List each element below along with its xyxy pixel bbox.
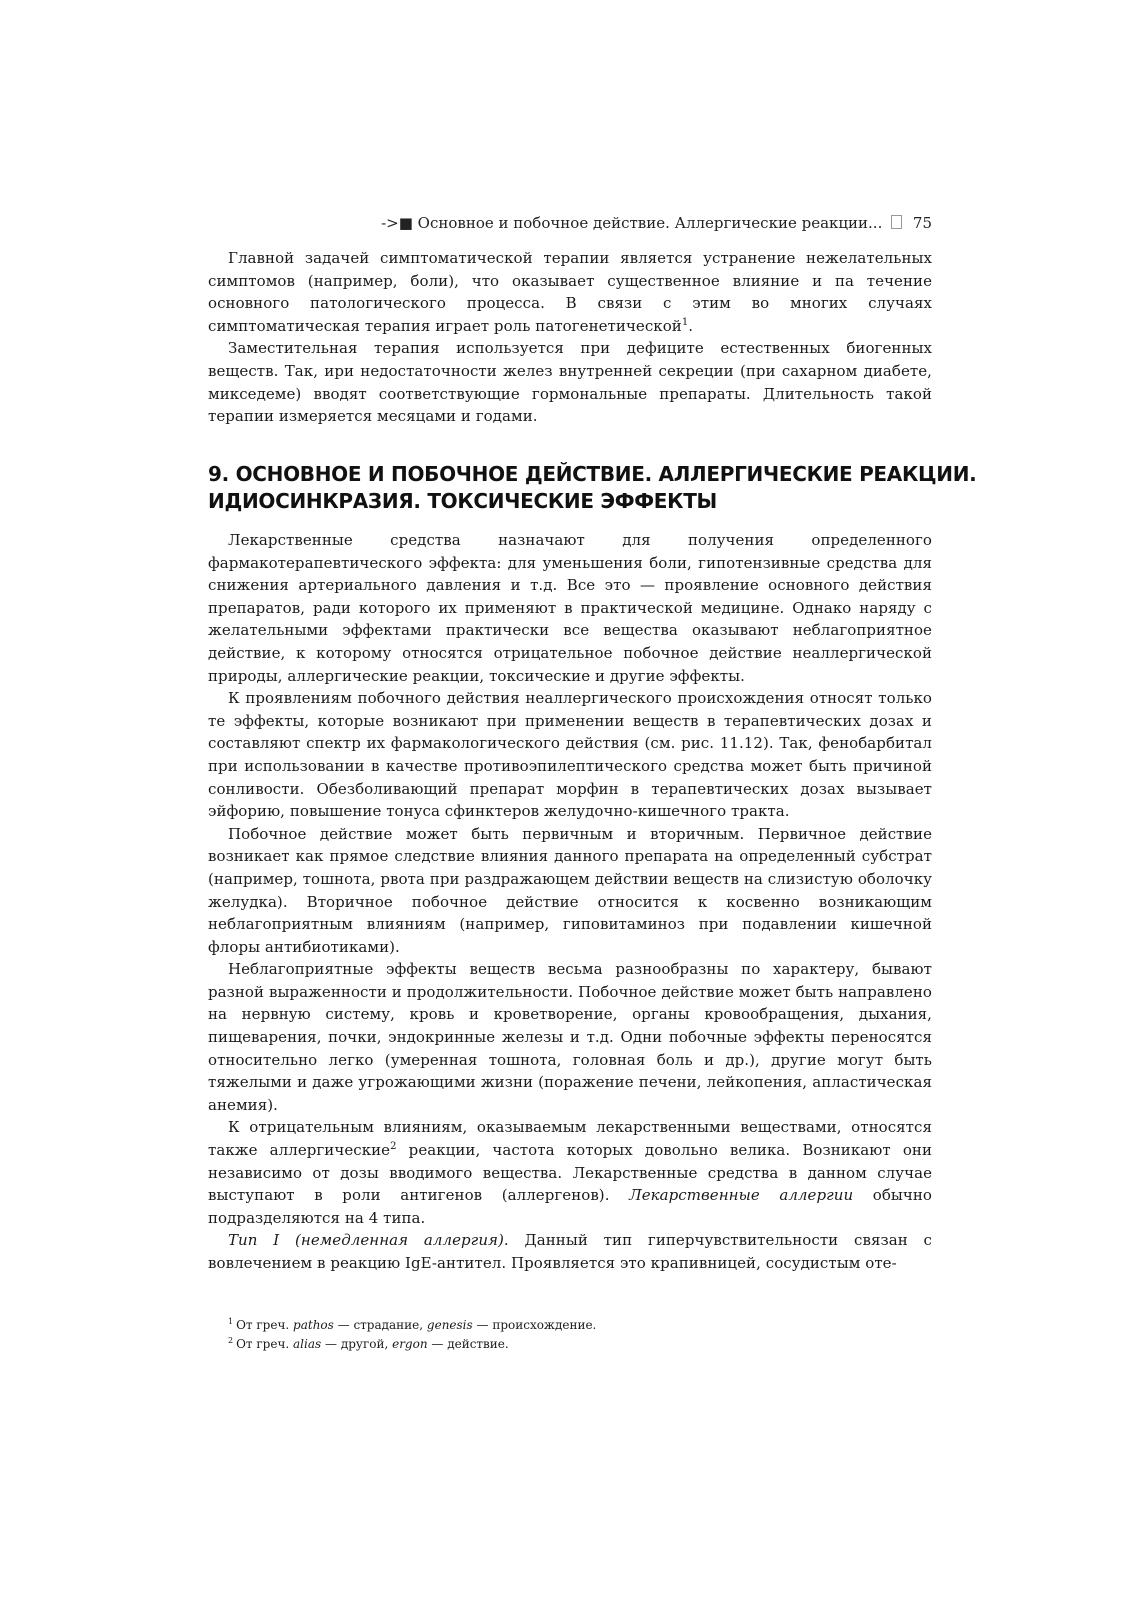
section-heading bbox=[208, 461, 977, 515]
intro-text bbox=[208, 247, 932, 428]
section-body bbox=[208, 529, 932, 1275]
section-heading-line-2: ИДИОСИНКРАЗИЯ. ТОКСИЧЕСКИЕ ЭФФЕКТЫ bbox=[208, 489, 717, 513]
footnote-ref-1: 1 bbox=[681, 316, 689, 328]
header-arrow: ->■ bbox=[381, 214, 413, 232]
section-paragraph-4: Неблагоприятные эффекты веществ весьма разнообразны по характеру, бывают разной выраженности и продолжительности. Побочное действие может быть направлено на нервную систему, кровь и кроветворение, органы кровообращения, дыхания, пищеварения, почки, эндокринные железы и т.д. Одни побочные эффекты переносятся относительно легко (умеренная тошнота, головная боль и др.), другие могут быть тяжелыми и даже угрожающими жизни (поражение печени, лейкопения, апластическая анемия). bbox=[208, 960, 932, 1114]
footnote-1: $^1$ От греч. pathos — страдание, genesis — происхождение. bbox=[228, 1317, 597, 1332]
section-paragraph-2: К проявлениям побочного действия неаллергического происхождения относят только те эффекты, которые возникают при применении веществ в терапевтических дозах и составляют спектр их фармакологического действия (см. рис. 11.12). Так, фенобарбитал при использовании в качестве противоэпилептического средства может быть причиной сонливости. Обезболивающий препарат морфин в терапевтических дозах вызывает эйфорию, повышение тонуса сфинктеров желудочно-кишечного тракта. bbox=[208, 689, 932, 821]
header-title: Основное и побочное действие. Аллергические реакции... bbox=[417, 214, 883, 232]
section-paragraph-6: Тип I (немедленная аллергия). Данный тип гиперчувствительности связан с вовлечением в реакцию IgE-антител. Проявляется это крапивницей, сосудистым оте- bbox=[208, 1231, 932, 1272]
book-page bbox=[208, 0, 977, 1600]
section-heading-line-1: 9. ОСНОВНОЕ И ПОБОЧНОЕ ДЕЙСТВИЕ. АЛЛЕРГИЧЕСКИЕ РЕАКЦИИ. bbox=[208, 462, 977, 486]
page-number: 75 bbox=[912, 214, 932, 232]
footnotes bbox=[228, 1316, 928, 1354]
intro-paragraph-1: Главной задачей симптоматической терапии является устранение нежелательных симптомов (например, боли), что оказывает существенное влияние и па течение основного патологического процесса. В связи с этим во многих случаях симптоматическая терапия играет роль патогенетической$^1$. bbox=[208, 249, 932, 335]
section-paragraph-1: Лекарственные средства назначают для получения определенного фармакотерапевтического эффекта: для уменьшения боли, гипотензивные средства для снижения артериального давления и т.д. Все это — проявление основного действия препаратов, ради которого их применяют в практической медицине. Однако наряду с желательными эффектами практически все вещества оказывают неблагоприятное действие, к которому относятся отрицательное побочное действие неаллергической природы, аллергические реакции, токсические и другие эффекты. bbox=[208, 531, 932, 685]
intro-paragraph-2: Заместительная терапия используется при дефиците естественных биогенных веществ. Так, ири недостаточности желез внутренней секреции (при сахарном диабете, микседеме) вводят соответствующие гормональные препараты. Длительность такой терапии измеряется месяцами и годами. bbox=[208, 339, 932, 426]
section-paragraph-3: Побочное действие может быть первичным и вторичным. Первичное действие возникает как прямое следствие влияния данного препарата на определенный субстрат (например, тошнота, рвота при раздражающем действии веществ на слизистую оболочку желудка). Вторичное побочное действие относится к косвенно возникающим неблагоприятным влияниям (например, гиповитаминоз при подавлении кишечной флоры антибиотиками). bbox=[208, 824, 932, 956]
placeholder-box-icon bbox=[891, 215, 902, 229]
section-paragraph-5: К отрицательным влияниям, оказываемым лекарственными веществами, относятся также аллергические$^2$ реакции, частота которых довольно велика. Возникают они независимо от дозы вводимого вещества. Лекарственные средства в данном случае выступают в роли антигенов (аллергенов). Лекарственные аллергии обычно подразделяются на 4 типа. bbox=[208, 1118, 932, 1227]
term-drug-allergies: Лекарственные аллергии bbox=[629, 1186, 854, 1205]
running-header bbox=[381, 214, 932, 232]
footnote-ref-2: 2 bbox=[390, 1141, 397, 1153]
footnote-2: $^2$ От греч. alias — другой, ergon — действие. bbox=[228, 1336, 509, 1351]
term-type-1: Тип I (немедленная аллергия). bbox=[228, 1231, 509, 1250]
